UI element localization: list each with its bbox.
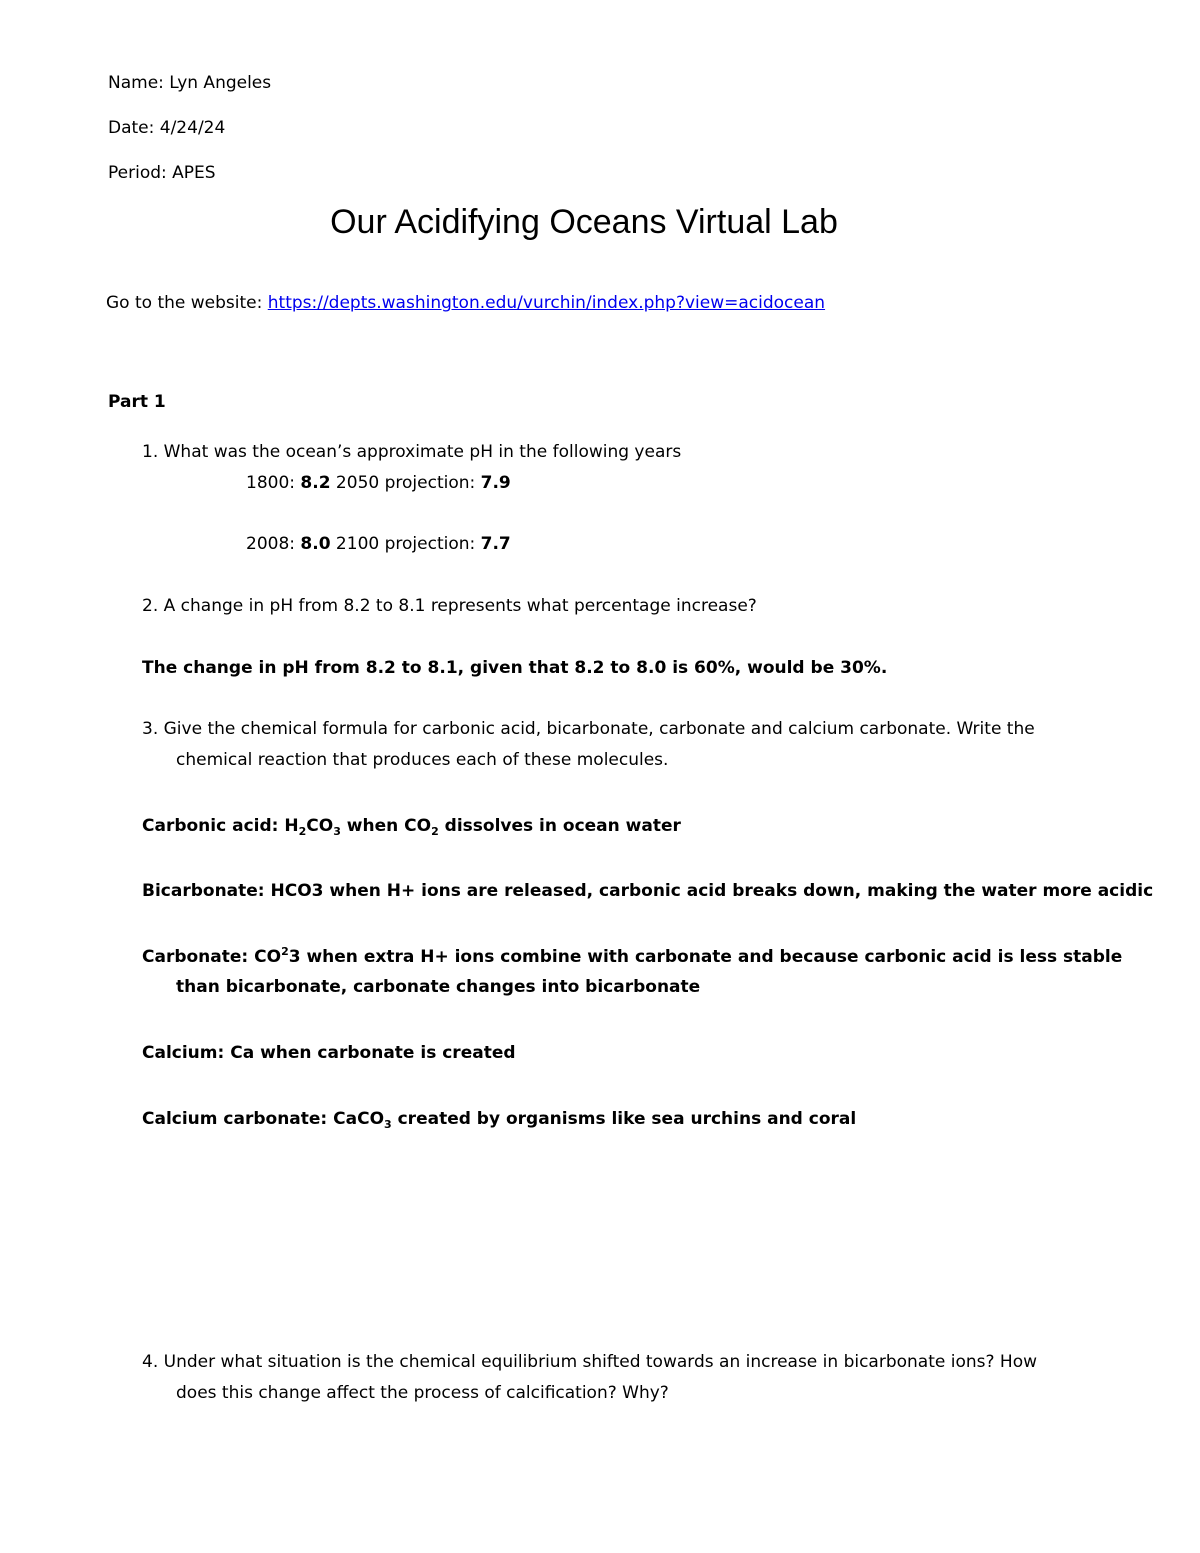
question-1: 1. What was the ocean’s approximate pH in the following years (142, 442, 682, 462)
caco3-label: Calcium carbonate: CaCO (142, 1109, 385, 1129)
answer-bicarbonate: Bicarbonate: HCO3 when H+ ions are released, carbonic acid breaks down, making the water more acidic (142, 881, 1154, 901)
superscript: 2 (281, 945, 289, 958)
answer-carbonate-line-1 (142, 946, 1122, 968)
year-label: 1800: (246, 473, 301, 493)
carbonate-description: 3 when extra H+ ions combine with carbonate and because carbonic acid is less stable (288, 947, 1123, 967)
answer-carbonate-line-2: than bicarbonate, carbonate changes into bicarbonate (176, 977, 701, 997)
answer-calcium-carbonate (142, 1108, 856, 1130)
question-4-line-1: 4. Under what situation is the chemical equilibrium shifted towards an increase in bicarbonate ions? How (142, 1352, 1038, 1372)
formula-part: CO (306, 816, 334, 836)
formula-part: when CO (340, 816, 432, 836)
question-2: 2. A change in pH from 8.2 to 8.1 represents what percentage increase? (142, 596, 757, 616)
carbonate-label: Carbonate: CO (142, 947, 282, 967)
ph-value: 8.0 (300, 534, 331, 554)
subscript: 2 (298, 825, 307, 838)
projection-value: 7.9 (480, 473, 511, 493)
projection-label: 2050 projection: (330, 473, 481, 493)
name-field: Name: Lyn Angeles (108, 73, 272, 93)
part-1-heading: Part 1 (108, 392, 166, 412)
caco3-description: created by organisms like sea urchins and coral (391, 1109, 857, 1129)
projection-value: 7.7 (480, 534, 511, 554)
question-3-line-1: 3. Give the chemical formula for carbonic acid, bicarbonate, carbonate and calcium carbonate. Write the (142, 719, 1035, 739)
ph-row-2008 (246, 533, 511, 555)
website-prefix: Go to the website: (106, 293, 268, 313)
date-field: Date: 4/24/24 (108, 118, 226, 138)
subscript: 3 (384, 1118, 392, 1131)
answer-carbonic-acid (142, 815, 681, 837)
ph-row-1800 (246, 472, 511, 494)
carbonic-label: Carbonic acid: H (142, 816, 299, 836)
document-title: Our Acidifying Oceans Virtual Lab (330, 203, 838, 241)
ph-value: 8.2 (300, 473, 331, 493)
carbonic-description: dissolves in ocean water (438, 816, 681, 836)
subscript: 3 (333, 825, 341, 838)
subscript: 2 (431, 825, 439, 838)
answer-2: The change in pH from 8.2 to 8.1, given that 8.2 to 8.0 is 60%, would be 30%. (142, 658, 888, 678)
year-label: 2008: (246, 534, 301, 554)
question-3-line-2: chemical reaction that produces each of these molecules. (176, 750, 669, 770)
projection-label: 2100 projection: (330, 534, 481, 554)
question-4-line-2: does this change affect the process of calcification? Why? (176, 1383, 669, 1403)
period-field: Period: APES (108, 163, 216, 183)
website-instruction (106, 292, 825, 314)
answer-calcium: Calcium: Ca when carbonate is created (142, 1043, 516, 1063)
website-link[interactable]: https://depts.washington.edu/vurchin/index.php?view=acidocean (267, 293, 826, 313)
